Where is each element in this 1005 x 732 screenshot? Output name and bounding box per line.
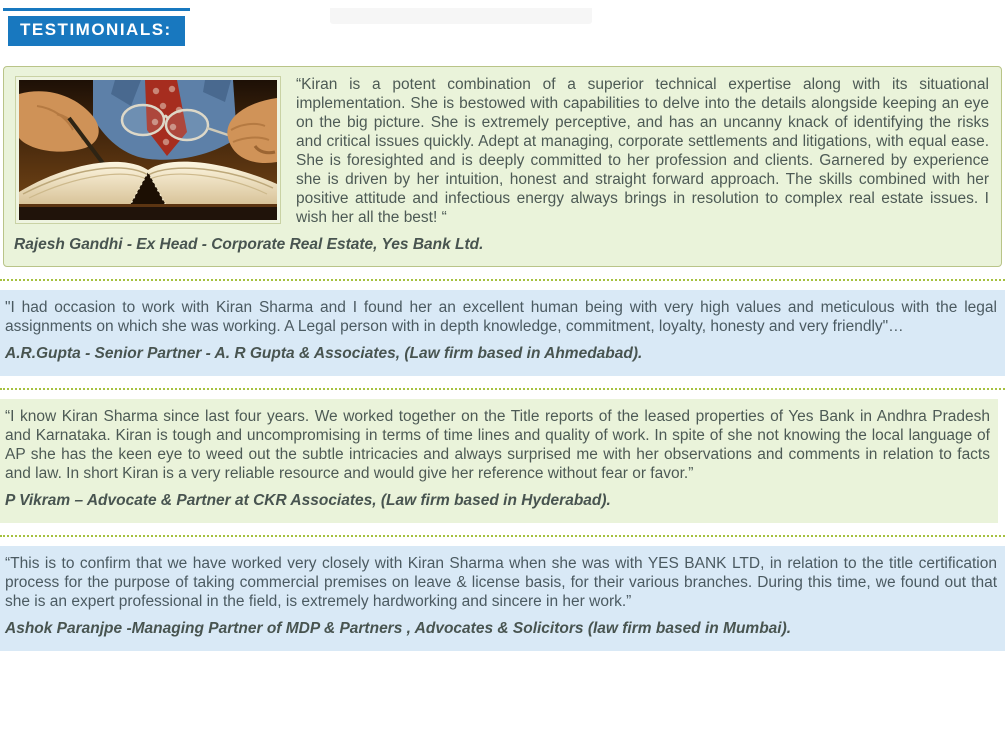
hands-writing-photo-illustration bbox=[19, 80, 277, 220]
testimonial-quote: “Kiran is a potent combination of a superior technical expertise along with its situational implementation. She is bestowed with capabilities to delve into the details alongside keeping an eye on the big picture. She is extremely perceptive, and has an uncanny knack of identifying the risks and critical issues quickly. Adept at managing, corporate settlements and litigations, with equal ease. She is foresighted and is deeply committed to her profession and clients. Garnered by experience she is driven by her intuition, honest and straight forward approach. The skills combined with her positive attitude and infectious energy always brings in resolution to complex real estate issues. I wish her all the best! “ bbox=[296, 76, 989, 226]
hands-writing-photo bbox=[16, 77, 280, 223]
dotted-divider bbox=[0, 388, 1005, 390]
page-title: TESTIMONIALS: bbox=[8, 16, 185, 46]
testimonials-page bbox=[0, 8, 1005, 651]
top-faint-bar bbox=[330, 8, 592, 24]
testimonial-quote: “This is to confirm that we have worked very closely with Kiran Sharma when she was with YES BANK LTD, in relation to the title certification process for the purpose of taking commercial premises on leave & license basis, for their various branches. During this time, we found out that she is an expert professional in the field, is extremely hardworking and sincere in her work.” bbox=[5, 555, 997, 610]
dotted-divider bbox=[0, 535, 1005, 537]
testimonial-attribution: Ashok Paranjpe -Managing Partner of MDP & Partners , Advocates & Solicitors (law firm based in Mumbai). bbox=[5, 620, 792, 637]
testimonial-card-1 bbox=[3, 66, 1002, 267]
testimonial-quote: "I had occasion to work with Kiran Sharma and I found her an excellent human being with very high values and meticulous with the legal assignments on which she was working. A Legal person with in depth knowledge, commitment, loyalty, honesty and very friendly"… bbox=[5, 299, 997, 335]
testimonial-card-2 bbox=[0, 290, 1005, 376]
testimonial-attribution: A.R.Gupta - Senior Partner - A. R Gupta & Associates, (Law firm based in Ahmedabad). bbox=[5, 345, 643, 362]
testimonials-list bbox=[0, 66, 1005, 651]
dotted-divider bbox=[0, 279, 1005, 281]
testimonial-card-3 bbox=[0, 399, 998, 523]
testimonial-attribution: P Vikram – Advocate & Partner at CKR Associates, (Law firm based in Hyderabad). bbox=[5, 492, 611, 509]
testimonial-quote: “I know Kiran Sharma since last four years. We worked together on the Title reports of the leased properties of Yes Bank in Andhra Pradesh and Karnataka. Kiran is tough and uncompromising in terms of time lines and quality of work. In spite of she not knowing the local language of AP she has the keen eye to weed out the subtle intricacies and always surprised me with her observations and comments in relation to facts and law. In short Kiran is a very reliable resource and would give her reference without fear or favor.” bbox=[5, 408, 990, 482]
testimonial-card-4 bbox=[0, 546, 1005, 651]
testimonial-attribution: Rajesh Gandhi - Ex Head - Corporate Real Estate, Yes Bank Ltd. bbox=[14, 236, 484, 253]
header-accent-line bbox=[3, 8, 190, 11]
